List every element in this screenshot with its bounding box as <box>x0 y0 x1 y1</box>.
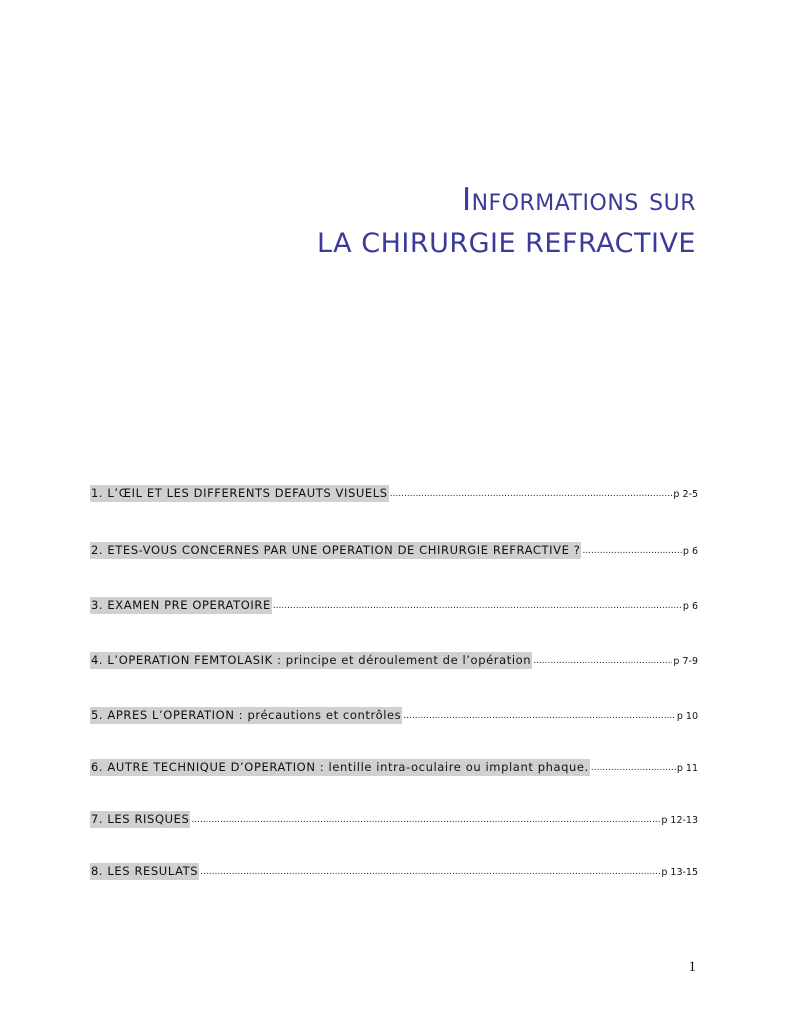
toc-entry-label: 1. L’ŒIL ET LES DIFFERENTS DEFAUTS VISUELS <box>91 486 388 500</box>
toc-entry-page: p 13-15 <box>661 867 698 878</box>
toc-leader <box>191 813 660 828</box>
toc-leader <box>390 487 673 502</box>
toc-entry-page: p 10 <box>676 711 698 722</box>
toc-entry-8[interactable] <box>90 860 698 880</box>
toc-entry-label: 7. LES RISQUES <box>91 812 190 826</box>
toc-entry-page: p 7-9 <box>673 656 698 667</box>
toc-entry-page: p 11 <box>676 763 698 774</box>
toc-entry-3[interactable] <box>90 594 698 614</box>
toc-entry-4[interactable] <box>90 649 698 669</box>
toc-entry-page: p 2-5 <box>673 489 698 500</box>
toc-leader <box>591 761 676 776</box>
document-title <box>317 178 696 266</box>
toc-leader <box>533 654 672 669</box>
toc-entry-1[interactable] <box>90 482 698 502</box>
toc-leader <box>200 865 660 880</box>
toc-entry-page: p 6 <box>682 601 698 612</box>
toc-leader <box>582 544 681 559</box>
toc-entry-label: 3. EXAMEN PRE OPERATOIRE <box>91 598 271 612</box>
toc-entry-page: p 12-13 <box>661 815 698 826</box>
toc-entry-2[interactable] <box>90 539 698 559</box>
toc-entry-page: p 6 <box>682 546 698 557</box>
toc-leader <box>403 709 676 724</box>
toc-entry-6[interactable] <box>90 756 698 776</box>
toc-entry-label: 5. APRES L’OPERATION : précautions et contrôles <box>91 708 402 722</box>
toc-entry-label: 6. AUTRE TECHNIQUE D’OPERATION : lentille intra-oculaire ou implant phaque. <box>91 760 589 774</box>
page-number: 1 <box>688 959 696 975</box>
toc-entry-7[interactable] <box>90 808 698 828</box>
toc-entry-label: 4. L’OPERATION FEMTOLASIK : principe et déroulement de l’opération <box>91 653 532 667</box>
toc-leader <box>273 599 682 614</box>
toc-entry-label: 8. LES RESULATS <box>91 864 199 878</box>
title-line-2: LA CHIRURGIE REFRACTIVE <box>317 228 696 259</box>
toc-entry-label: 2. ETES-VOUS CONCERNES PAR UNE OPERATION DE CHIRURGIE REFRACTIVE ? <box>91 543 581 557</box>
toc-entry-5[interactable] <box>90 704 698 724</box>
title-line-1: Informations sur <box>461 182 696 218</box>
